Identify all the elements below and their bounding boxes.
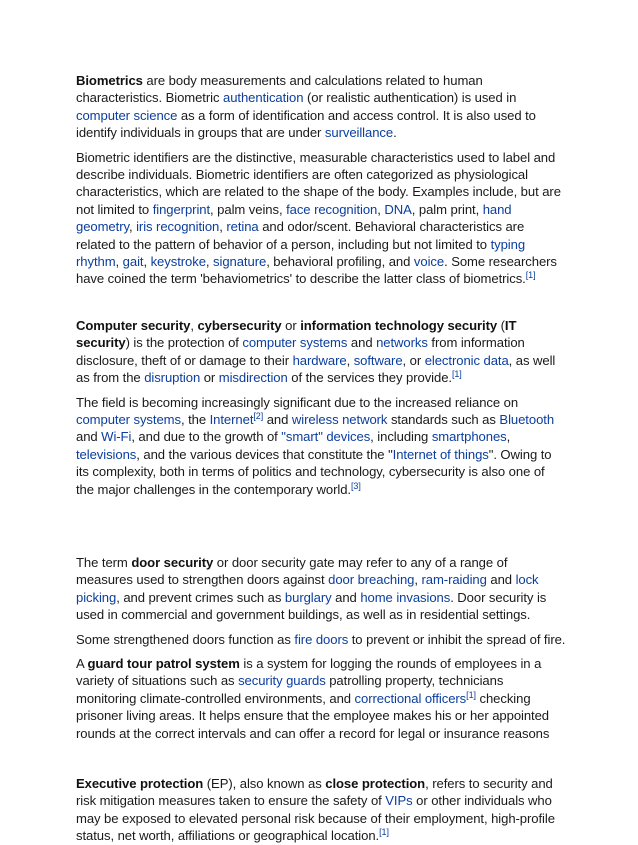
hyperlink[interactable]: ram-raiding xyxy=(421,572,487,588)
paragraph xyxy=(76,394,566,498)
text-run: standards such as xyxy=(387,411,500,427)
text-run: , xyxy=(346,352,354,368)
hyperlink[interactable]: computer systems xyxy=(242,335,348,351)
hyperlink[interactable]: wireless network xyxy=(291,411,388,427)
text-run: , behavioral profiling, and xyxy=(266,254,414,270)
text-run: The term xyxy=(76,554,132,570)
text-run: ( xyxy=(497,317,505,333)
text-run: , palm print, xyxy=(411,201,483,217)
text-run: is a system for logging the rounds of employees in a variety of situations such as xyxy=(76,655,542,689)
text-run: , or xyxy=(402,352,425,368)
text-run: or door security gate may refer to any of a range of measures used to strengthen doors against xyxy=(76,554,508,588)
text-run: , the xyxy=(180,411,210,427)
text-run: , xyxy=(414,572,422,588)
citation-link[interactable]: [1] xyxy=(379,827,389,838)
hyperlink[interactable]: computer science xyxy=(76,107,178,123)
text-run: . Some researchers have coined the term 'behaviometrics' to describe the latter class of biometrics. xyxy=(76,254,557,287)
hyperlink[interactable]: authentication xyxy=(223,90,304,106)
text-run: , xyxy=(115,254,123,270)
paragraph xyxy=(76,149,566,288)
bold-term: close protection xyxy=(325,776,426,791)
hyperlink[interactable]: televisions xyxy=(76,446,137,462)
text-run: and xyxy=(263,411,292,427)
hyperlink[interactable]: fire doors xyxy=(294,631,349,647)
hyperlink[interactable]: security guards xyxy=(238,673,326,689)
hyperlink[interactable]: Internet of things xyxy=(392,446,489,462)
text-run: Some strengthened doors function as xyxy=(76,631,295,647)
paragraph xyxy=(76,775,566,845)
paragraph xyxy=(76,554,566,624)
citation-link[interactable]: [1] xyxy=(466,689,476,700)
bold-term: cybersecurity xyxy=(197,317,282,333)
hyperlink[interactable]: Bluetooth xyxy=(499,411,555,427)
paragraph xyxy=(76,631,566,648)
text-run: , and the various devices that constitute the " xyxy=(136,446,393,462)
hyperlink[interactable]: DNA xyxy=(384,201,412,217)
text-run: and xyxy=(331,589,361,605)
hyperlink[interactable]: Wi-Fi xyxy=(101,429,132,445)
hyperlink[interactable]: misdirection xyxy=(218,370,288,386)
text-run: to prevent or inhibit the spread of fire. xyxy=(348,631,566,647)
hyperlink[interactable]: computer systems xyxy=(76,411,181,427)
text-run: and xyxy=(347,335,377,351)
text-run: or other individuals who may be exposed to elevated personal risk because of their employment, high-profile status, net worth, affiliations or geographical location. xyxy=(76,793,555,844)
text-run: , and prevent crimes such as xyxy=(116,589,285,605)
text-run: from information disclosure, theft of or damage to their xyxy=(76,335,525,368)
hyperlink[interactable]: voice xyxy=(413,254,445,270)
hyperlink[interactable]: software xyxy=(353,352,403,368)
text-run: (EP), also known as xyxy=(203,776,326,791)
bold-term: information technology security xyxy=(300,317,498,333)
text-run: , refers to security and risk mitigation measures taken to ensure the safety of xyxy=(76,776,553,809)
text-run: , xyxy=(128,219,137,235)
hyperlink[interactable]: lock picking xyxy=(76,572,539,605)
text-run: ) is the protection of xyxy=(125,335,243,351)
hyperlink[interactable]: electronic data xyxy=(424,352,509,368)
text-run: or xyxy=(200,370,219,386)
hyperlink[interactable]: correctional officers xyxy=(354,690,467,706)
text-run: (or realistic authentication) is used in xyxy=(303,90,517,106)
text-run: and odor/scent. Behavioral characteristics are related to the pattern of behavior of a person, including but not limited to xyxy=(76,219,525,252)
bold-term: guard tour patrol system xyxy=(87,655,240,671)
computer-security-section xyxy=(76,317,566,498)
hyperlink[interactable]: iris recognition xyxy=(136,219,220,235)
bold-term: door security xyxy=(131,554,214,570)
hyperlink[interactable]: VIPs xyxy=(385,793,413,809)
hyperlink[interactable]: disruption xyxy=(144,370,201,386)
text-run: , including xyxy=(370,429,432,445)
door-security-section xyxy=(76,554,566,742)
text-run: , xyxy=(143,254,151,270)
executive-protection-section xyxy=(76,775,566,845)
text-run: . Door security is used in commercial and government buildings, as well as in residential settings. xyxy=(76,589,547,623)
bold-term: IT security xyxy=(76,317,517,351)
hyperlink[interactable]: face recognition xyxy=(286,201,378,217)
hyperlink[interactable]: door breaching xyxy=(328,572,415,588)
text-run: and xyxy=(76,429,102,445)
hyperlink[interactable]: burglary xyxy=(284,589,332,605)
text-run: , xyxy=(190,317,198,333)
text-run: , xyxy=(219,219,227,235)
hyperlink[interactable]: home invasions xyxy=(360,589,451,605)
bold-term: Computer security xyxy=(76,317,191,333)
text-run: , palm veins, xyxy=(210,201,287,217)
text-run: and xyxy=(486,572,516,588)
text-run: , and due to the growth of xyxy=(131,429,282,445)
hyperlink[interactable]: keystroke xyxy=(150,254,206,270)
paragraph xyxy=(76,317,566,387)
hyperlink[interactable]: gait xyxy=(122,254,144,270)
text-run: checking prisoner living areas. It helps ensure that the employee makes his or her appointed rounds at the correct intervals and can offer a record for legal or insurance reasons xyxy=(76,690,550,741)
text-run: as a form of identification and access control. It is also used to identify individuals in groups that are under xyxy=(76,107,536,141)
text-run: , xyxy=(506,429,511,445)
biometrics-section xyxy=(76,72,566,288)
hyperlink[interactable]: hand geometry xyxy=(76,201,512,235)
hyperlink[interactable]: "smart" devices xyxy=(281,429,371,445)
citation-link[interactable]: [2] xyxy=(253,410,264,421)
hyperlink[interactable]: hardware xyxy=(292,352,347,368)
paragraph xyxy=(76,655,566,742)
text-run: of the services they provide. xyxy=(287,370,452,386)
text-run: A xyxy=(76,655,88,671)
text-run: , xyxy=(377,201,385,217)
citation-link[interactable]: [1] xyxy=(451,369,462,380)
hyperlink[interactable]: typing rhythm xyxy=(76,236,526,270)
document-body xyxy=(76,72,566,845)
text-run: patrolling property, technicians monitoring climate-controlled environments, and xyxy=(76,673,504,706)
text-run: or xyxy=(281,317,301,333)
text-run: Biometric identifiers are the distinctive, measurable characteristics used to label and describe individuals. Biometric identifiers are often categorized as physiological characteristics, which are related to the shape of the body. Examples include, but are not limited to xyxy=(76,149,561,217)
hyperlink[interactable]: surveillance xyxy=(324,125,394,141)
citation-link[interactable]: [1] xyxy=(525,270,536,281)
text-run: The field is becoming increasingly significant due to the increased reliance on xyxy=(76,394,519,410)
hyperlink[interactable]: networks xyxy=(376,335,428,351)
hyperlink[interactable]: signature xyxy=(213,254,267,270)
hyperlink[interactable]: retina xyxy=(226,219,259,235)
hyperlink[interactable]: fingerprint xyxy=(152,201,211,217)
text-run: , xyxy=(205,254,214,270)
paragraph xyxy=(76,72,566,142)
bold-term: Executive protection xyxy=(76,776,204,791)
hyperlink[interactable]: Internet xyxy=(209,411,254,427)
text-run: , as well as from the xyxy=(76,352,556,386)
citation-link[interactable]: [3] xyxy=(351,480,361,491)
hyperlink[interactable]: smartphones xyxy=(431,429,507,445)
text-run: are body measurements and calculations related to human characteristics. Biometric xyxy=(76,73,483,106)
text-run: . xyxy=(393,125,397,141)
text-run: ". Owing to its complexity, both in terms of politics and technology, cybersecurity is also one of the major challenges in the contemporary world. xyxy=(76,446,552,497)
bold-term: Biometrics xyxy=(76,73,143,88)
